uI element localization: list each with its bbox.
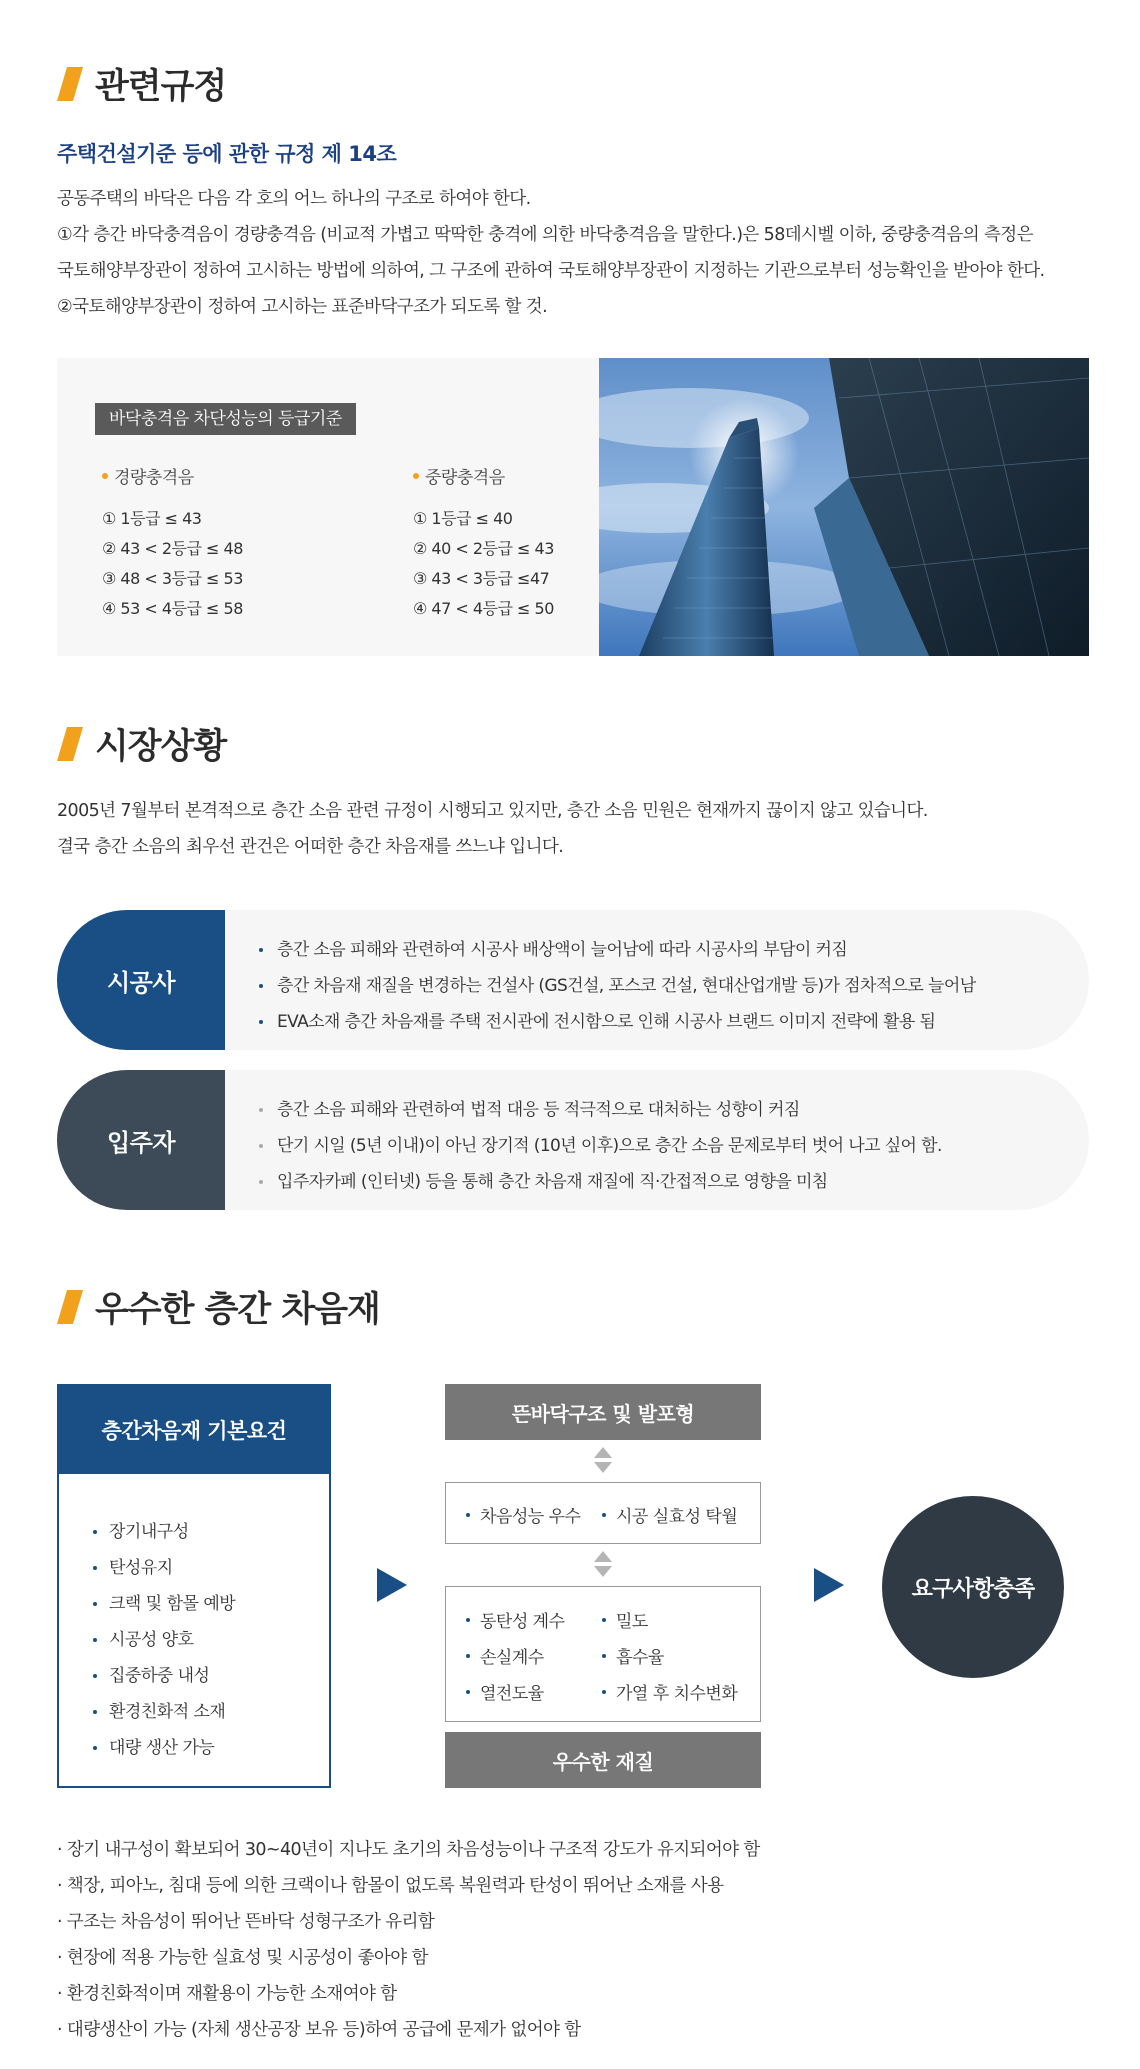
performance-box	[445, 1482, 761, 1544]
note-item: · 대량생산이 가능 (자체 생산공장 보유 등)하여 공급에 문제가 없어야 함	[57, 2020, 581, 2040]
bullet-dot-icon	[466, 1618, 470, 1622]
regulation-paragraph: 공동주택의 바닥은 다음 각 호의 어느 하나의 구조로 하여야 한다.	[57, 189, 531, 209]
contractor-badge: 시공사	[57, 910, 225, 1050]
bullet-dot-icon	[602, 1618, 606, 1622]
bullet-dot-icon	[259, 1144, 263, 1148]
list-item: 시공 실효성 탁월	[602, 1502, 737, 1527]
resident-group	[57, 1070, 1089, 1210]
slash-accent-icon	[57, 727, 83, 761]
note-item: · 장기 내구성이 확보되어 30~40년이 지나도 초기의 차음성능이나 구조적 강도가 유지되어야 함	[57, 1840, 760, 1860]
list-item: 환경친화적 소재	[93, 1694, 235, 1730]
list-item: EVA소재 층간 차음재를 주택 전시관에 전시함으로 인해 시공사 브랜드 이미지 전략에 활용 됨	[247, 1004, 976, 1040]
slash-accent-icon	[57, 67, 83, 101]
bullet-dot-icon	[93, 1746, 97, 1750]
bullet-dot-icon	[602, 1654, 606, 1658]
list-item: 열전도율	[466, 1679, 544, 1704]
section-title-market	[57, 720, 226, 768]
properties-box	[445, 1586, 761, 1722]
regulation-paragraph: ①각 층간 바닥충격음이 경량충격음 (비교적 가볍고 딱딱한 충격에 의한 바닥충격음을 말한다.)은 58데시벨 이하, 중량충격음의 측정은	[57, 225, 1033, 245]
list-item: 밀도	[602, 1607, 648, 1632]
grade-criteria-box	[57, 358, 599, 656]
section-title-materials	[57, 1283, 380, 1331]
bullet-dot-icon	[93, 1638, 97, 1642]
excellent-material-bar: 우수한 재질	[445, 1732, 761, 1788]
list-item: 단기 시일 (5년 이내)이 아닌 장기적 (10년 이후)으로 층간 소음 문제로부터 벗어 나고 싶어 함.	[247, 1128, 942, 1164]
arrow-right-icon	[814, 1568, 844, 1602]
section-title-text: 관련규정	[95, 67, 227, 107]
bullet-dot-icon	[93, 1566, 97, 1570]
section-title-text: 우수한 층간 차음재	[95, 1290, 380, 1330]
light-impact-column	[102, 463, 332, 624]
list-item: 층간 소음 피해와 관련하여 시공사 배상액이 늘어남에 따라 시공사의 부담이 커짐	[247, 932, 976, 968]
list-item: 장기내구성	[93, 1514, 235, 1550]
grade-criteria-label: 바닥충격음 차단성능의 등급기준	[95, 403, 356, 435]
grade-row: ① 1등급 ≤ 40	[413, 509, 513, 528]
list-item: 입주자카페 (인터넷) 등을 통해 층간 차음재 재질에 직·간접적으로 영향을 미침	[247, 1164, 942, 1200]
bullet-dot-icon	[259, 1020, 263, 1024]
arrow-right-icon	[377, 1568, 407, 1602]
list-item: 손실계수	[466, 1643, 544, 1668]
requirements-met-circle: 요구사항충족	[882, 1496, 1064, 1678]
requirements-box	[57, 1384, 331, 1788]
list-item: 크랙 및 함몰 예방	[93, 1586, 235, 1622]
regulation-paragraph: ②국토해양부장관이 정하여 고시하는 표준바닥구조가 되도록 할 것.	[57, 297, 548, 317]
bullet-dot-icon	[102, 473, 108, 479]
grade-row: ② 43 < 2등급 ≤ 48	[102, 539, 243, 558]
up-down-arrows-icon	[594, 1447, 612, 1475]
list-item: 층간 차음재 재질을 변경하는 건설사 (GS건설, 포스코 건설, 현대산업개발 등)가 점차적으로 늘어남	[247, 968, 976, 1004]
floating-floor-bar: 뜬바닥구조 및 발포형	[445, 1384, 761, 1440]
grade-row: ③ 48 < 3등급 ≤ 53	[102, 569, 243, 588]
bullet-dot-icon	[93, 1602, 97, 1606]
skyscraper-photo	[599, 358, 1089, 656]
grade-row: ② 40 < 2등급 ≤ 43	[413, 539, 554, 558]
requirements-title: 층간차음재 기본요건	[59, 1386, 329, 1474]
up-down-arrows-icon	[594, 1551, 612, 1579]
contractor-group	[57, 910, 1089, 1050]
regulation-paragraph: 국토해양부장관이 정하여 고시하는 방법에 의하여, 그 구조에 관하여 국토해양부장관이 지정하는 기관으로부터 성능확인을 받아야 한다.	[57, 261, 1045, 281]
bullet-dot-icon	[93, 1710, 97, 1714]
list-item: 탄성유지	[93, 1550, 235, 1586]
resident-list	[247, 1092, 942, 1200]
slash-accent-icon	[57, 1290, 83, 1324]
regulation-subheading: 주택건설기준 등에 관한 규정 제 14조	[57, 142, 397, 166]
bullet-dot-icon	[466, 1513, 470, 1517]
list-item: 흡수율	[602, 1643, 664, 1668]
bullet-dot-icon	[259, 948, 263, 952]
contractor-list	[247, 932, 976, 1040]
list-item: 시공성 양호	[93, 1622, 235, 1658]
note-item: · 구조는 차음성이 뛰어난 뜬바닥 성형구조가 유리함	[57, 1912, 435, 1932]
bullet-dot-icon	[259, 1108, 263, 1112]
note-item: · 현장에 적용 가능한 실효성 및 시공성이 좋아야 함	[57, 1948, 428, 1968]
bullet-dot-icon	[602, 1513, 606, 1517]
bullet-dot-icon	[466, 1690, 470, 1694]
requirements-list	[93, 1514, 235, 1766]
bullet-dot-icon	[259, 1180, 263, 1184]
list-item: 층간 소음 피해와 관련하여 법적 대응 등 적극적으로 대처하는 성향이 커짐	[247, 1092, 942, 1128]
note-item: · 환경친화적이며 재활용이 가능한 소재여야 함	[57, 1984, 397, 2004]
bullet-dot-icon	[93, 1530, 97, 1534]
list-item: 대량 생산 가능	[93, 1730, 235, 1766]
list-item: 차음성능 우수	[466, 1502, 580, 1527]
section-title-text: 시장상황	[95, 727, 227, 767]
grade-row: ① 1등급 ≤ 43	[102, 509, 202, 528]
note-item: · 책장, 피아노, 침대 등에 의한 크랙이나 함몰이 없도록 복원력과 탄성이 뛰어난 소재를 사용	[57, 1876, 724, 1896]
bullet-dot-icon	[259, 984, 263, 988]
bullet-dot-icon	[466, 1654, 470, 1658]
grade-row: ④ 47 < 4등급 ≤ 50	[413, 599, 554, 618]
list-item: 가열 후 치수변화	[602, 1679, 737, 1704]
light-impact-heading: 경량충격음	[102, 463, 332, 488]
heavy-impact-heading: 중량충격음	[413, 463, 643, 488]
grade-row: ③ 43 < 3등급 ≤47	[413, 569, 550, 588]
bullet-dot-icon	[93, 1674, 97, 1678]
bullet-dot-icon	[602, 1690, 606, 1694]
market-paragraph: 결국 층간 소음의 최우선 관건은 어떠한 층간 차음재를 쓰느냐 입니다.	[57, 837, 564, 857]
section-title-regulations	[57, 60, 226, 108]
resident-badge: 입주자	[57, 1070, 225, 1210]
notes-list	[57, 1832, 760, 2048]
market-paragraph: 2005년 7월부터 본격적으로 층간 소음 관련 규정이 시행되고 있지만, 층간 소음 민원은 현재까지 끊이지 않고 있습니다.	[57, 801, 928, 821]
bullet-dot-icon	[413, 473, 419, 479]
grade-row: ④ 53 < 4등급 ≤ 58	[102, 599, 243, 618]
list-item: 동탄성 계수	[466, 1607, 565, 1632]
list-item: 집중하중 내성	[93, 1658, 235, 1694]
